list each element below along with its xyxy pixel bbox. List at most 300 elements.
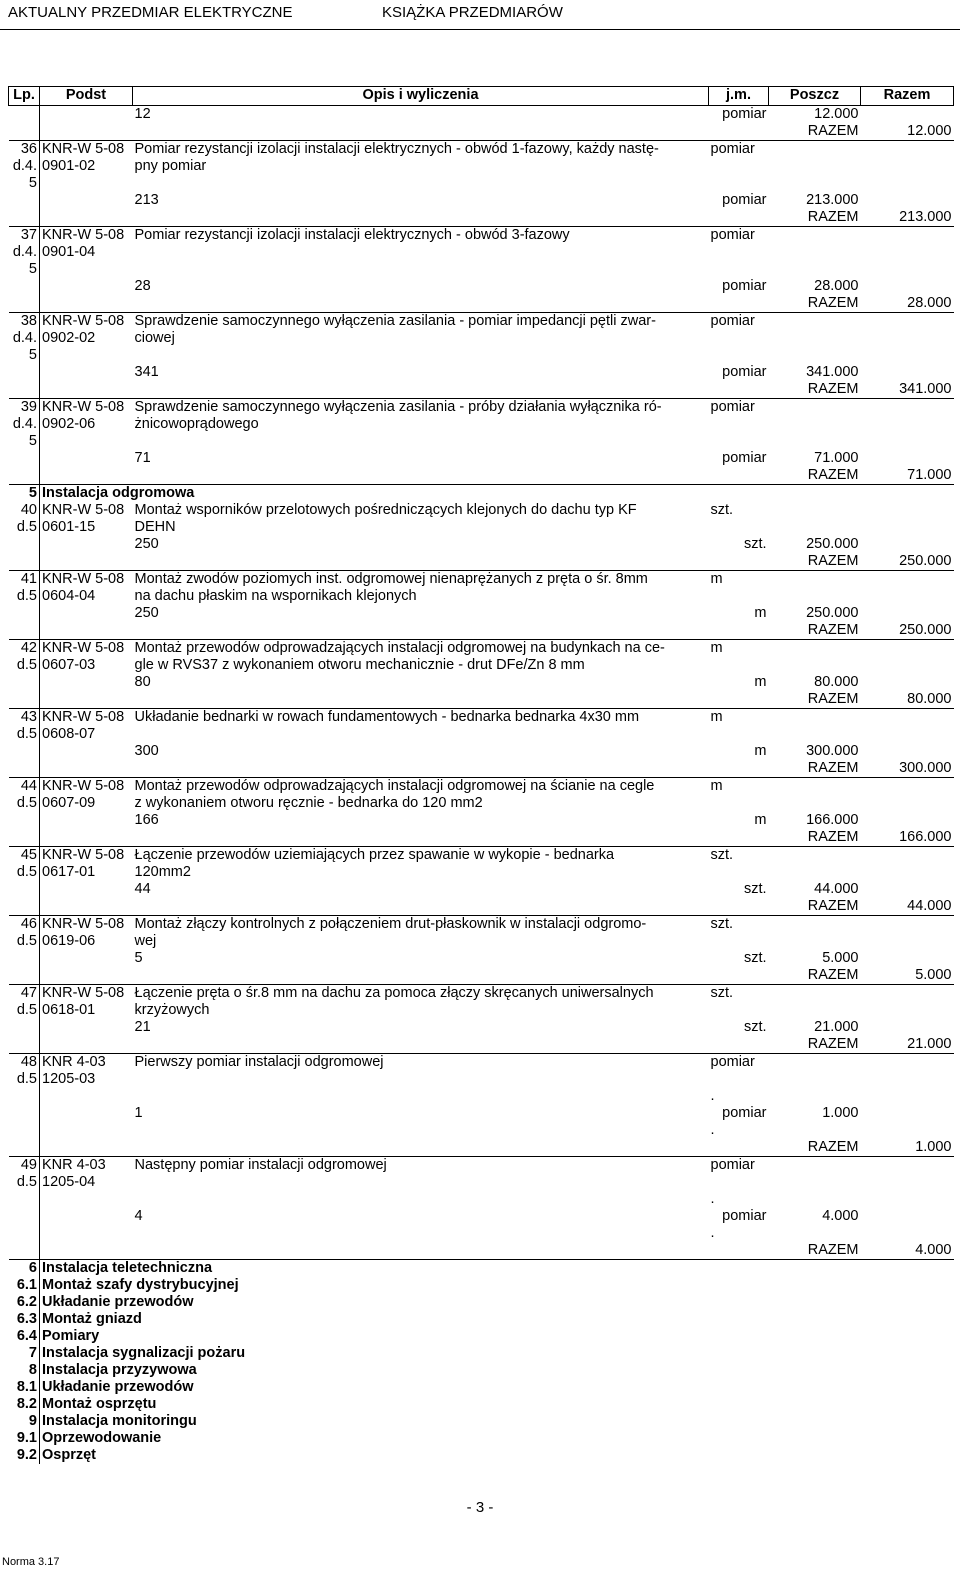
table-row-formula bbox=[9, 674, 954, 691]
formula-unit: m bbox=[754, 674, 767, 690]
table-row-razem bbox=[9, 295, 954, 313]
empty-cell bbox=[40, 743, 133, 760]
empty-cell bbox=[861, 536, 954, 553]
item-description-cont bbox=[133, 244, 709, 261]
empty-cell bbox=[709, 1139, 769, 1157]
empty-cell bbox=[40, 295, 133, 313]
item-lp: 46 bbox=[9, 916, 40, 934]
empty-cell bbox=[769, 1191, 861, 1208]
empty-cell bbox=[9, 881, 40, 898]
empty-cell bbox=[861, 726, 954, 743]
empty-cell bbox=[133, 1139, 709, 1157]
empty-cell bbox=[709, 381, 769, 399]
empty-cell bbox=[40, 467, 133, 485]
empty-cell bbox=[9, 364, 40, 381]
table-row-item-cont bbox=[9, 657, 954, 674]
table-row-item bbox=[9, 571, 954, 589]
formula-text: 1 bbox=[134, 1105, 143, 1121]
section-number: 9.1 bbox=[9, 1430, 40, 1447]
empty-cell bbox=[133, 1191, 709, 1208]
table-row-item-cont bbox=[9, 433, 954, 450]
item-lp: 48 bbox=[9, 1054, 40, 1072]
empty-cell bbox=[769, 1157, 861, 1175]
item-podst-position: 0902-06 bbox=[42, 416, 96, 432]
empty-cell bbox=[769, 1071, 861, 1088]
item-lp: 49 bbox=[9, 1157, 40, 1175]
table-row-formula bbox=[9, 743, 954, 760]
item-lp-sub2: 5 bbox=[9, 175, 40, 192]
formula-unit: pomiar bbox=[722, 192, 767, 208]
empty-cell bbox=[861, 571, 954, 589]
empty-cell bbox=[9, 1225, 40, 1242]
item-description-cont: wej bbox=[134, 933, 157, 949]
formula-text: 44 bbox=[134, 881, 151, 897]
empty-cell bbox=[769, 571, 861, 589]
empty-cell bbox=[40, 967, 133, 985]
poszcz-value: 5.000 bbox=[822, 950, 859, 966]
item-lp-sub: d.5 bbox=[9, 933, 40, 950]
empty-cell bbox=[133, 553, 709, 571]
empty-cell bbox=[133, 967, 709, 985]
empty-cell bbox=[709, 760, 769, 778]
empty-cell bbox=[133, 1088, 709, 1105]
formula-text: 300 bbox=[134, 743, 159, 759]
item-description: Łączenie pręta o śr.8 mm na dachu za pomoca złączy skręcanych uniwersalnych bbox=[134, 985, 654, 1001]
empty-cell bbox=[861, 916, 954, 934]
table-row-item bbox=[9, 1054, 954, 1072]
table-row-item bbox=[9, 399, 954, 417]
empty-cell bbox=[769, 1122, 861, 1139]
empty-cell bbox=[9, 278, 40, 295]
table-row-item-cont bbox=[9, 1088, 954, 1105]
section-title: Instalacja teletechniczna bbox=[42, 1260, 213, 1276]
empty-cell bbox=[709, 691, 769, 709]
empty-cell bbox=[709, 657, 769, 674]
table-row-item bbox=[9, 778, 954, 796]
empty-cell bbox=[861, 347, 954, 364]
item-lp: 38 bbox=[9, 313, 40, 331]
empty-cell bbox=[40, 553, 133, 571]
item-lp-sub: d.5 bbox=[9, 795, 40, 812]
unit-dot: . bbox=[710, 1088, 715, 1104]
empty-cell bbox=[40, 605, 133, 622]
formula-unit: pomiar bbox=[722, 1208, 767, 1224]
section-header-row bbox=[9, 1379, 954, 1396]
empty-cell bbox=[861, 1208, 954, 1225]
section-title: Instalacja przyzywowa bbox=[42, 1362, 197, 1378]
empty-cell bbox=[861, 399, 954, 417]
razem-label: RAZEM bbox=[769, 553, 861, 571]
razem-value: 1.000 bbox=[861, 1139, 954, 1157]
item-description-cont: 120mm2 bbox=[134, 864, 191, 880]
empty-cell bbox=[9, 1139, 40, 1157]
unit-dot: . bbox=[710, 1122, 715, 1138]
table-row-razem bbox=[9, 691, 954, 709]
empty-cell bbox=[40, 1019, 133, 1036]
razem-value: 250.000 bbox=[861, 553, 954, 571]
empty-cell bbox=[709, 553, 769, 571]
empty-cell bbox=[133, 261, 709, 278]
unit-dot: . bbox=[710, 1191, 715, 1207]
table-row-item bbox=[9, 916, 954, 934]
item-podst-position: 0902-02 bbox=[42, 330, 96, 346]
section-title: Instalacja odgromowa bbox=[42, 485, 195, 501]
item-unit: pomiar bbox=[710, 313, 755, 329]
table-row-item-cont bbox=[9, 588, 954, 605]
empty-cell bbox=[769, 1054, 861, 1072]
table-row-item-cont bbox=[9, 1174, 954, 1191]
empty-cell bbox=[133, 381, 709, 399]
formula-text: 341 bbox=[134, 364, 159, 380]
header-divider bbox=[0, 29, 960, 30]
razem-label: RAZEM bbox=[769, 760, 861, 778]
section-number: 7 bbox=[9, 1345, 40, 1362]
empty-cell bbox=[709, 864, 769, 881]
empty-cell bbox=[861, 313, 954, 331]
table-row-razem bbox=[9, 1036, 954, 1054]
item-description-cont: krzyżowych bbox=[134, 1002, 210, 1018]
table-row-formula bbox=[9, 1019, 954, 1036]
item-unit: m bbox=[710, 778, 723, 794]
empty-cell bbox=[9, 605, 40, 622]
empty-cell bbox=[769, 141, 861, 159]
item-podst-catalog: KNR-W 5-08 bbox=[42, 399, 125, 415]
table-row-item-cont bbox=[9, 1191, 954, 1208]
empty-cell bbox=[709, 622, 769, 640]
empty-cell bbox=[709, 1242, 769, 1260]
empty-cell bbox=[40, 812, 133, 829]
empty-cell bbox=[9, 812, 40, 829]
table-row-item-cont bbox=[9, 175, 954, 192]
empty-cell bbox=[769, 313, 861, 331]
table-row-razem bbox=[9, 898, 954, 916]
empty-cell bbox=[9, 192, 40, 209]
empty-cell bbox=[9, 553, 40, 571]
empty-cell bbox=[40, 691, 133, 709]
table-body bbox=[9, 106, 954, 1465]
formula-unit: pomiar bbox=[722, 106, 767, 122]
item-podst-catalog: KNR-W 5-08 bbox=[42, 227, 125, 243]
item-description: Montaż wsporników przelotowych pośredniczących klejonych do dachu typ KF bbox=[134, 502, 637, 518]
empty-cell bbox=[861, 433, 954, 450]
razem-value: 300.000 bbox=[861, 760, 954, 778]
empty-cell bbox=[861, 778, 954, 796]
empty-cell bbox=[709, 1002, 769, 1019]
empty-cell bbox=[861, 1071, 954, 1088]
empty-cell bbox=[769, 261, 861, 278]
item-lp-sub: d.5 bbox=[9, 588, 40, 605]
razem-value: 71.000 bbox=[861, 467, 954, 485]
empty-cell bbox=[861, 950, 954, 967]
poszcz-value: 166.000 bbox=[806, 812, 859, 828]
item-podst-catalog: KNR-W 5-08 bbox=[42, 709, 125, 725]
empty-cell bbox=[769, 864, 861, 881]
empty-cell bbox=[40, 347, 133, 364]
empty-cell bbox=[861, 657, 954, 674]
table-row-item bbox=[9, 1157, 954, 1175]
table-row-item-cont bbox=[9, 244, 954, 261]
table-header-row bbox=[9, 87, 954, 106]
item-description-cont bbox=[133, 1174, 709, 1191]
empty-cell bbox=[40, 829, 133, 847]
empty-cell bbox=[861, 605, 954, 622]
table-row-formula bbox=[9, 1105, 954, 1122]
empty-cell bbox=[133, 295, 709, 313]
empty-cell bbox=[769, 433, 861, 450]
empty-cell bbox=[709, 347, 769, 364]
formula-unit: pomiar bbox=[722, 278, 767, 294]
empty-cell bbox=[769, 399, 861, 417]
item-unit: pomiar bbox=[710, 227, 755, 243]
unit-dot: . bbox=[710, 1225, 715, 1241]
item-description-cont: żnicowoprądowego bbox=[134, 416, 259, 432]
table-row-razem bbox=[9, 829, 954, 847]
empty-cell bbox=[9, 967, 40, 985]
empty-cell bbox=[709, 261, 769, 278]
empty-cell bbox=[769, 347, 861, 364]
empty-cell bbox=[769, 916, 861, 934]
razem-value: 4.000 bbox=[861, 1242, 954, 1260]
table-row-item bbox=[9, 709, 954, 727]
section-header-row bbox=[9, 1447, 954, 1464]
table-row-formula-cont bbox=[9, 1122, 954, 1139]
empty-cell bbox=[861, 812, 954, 829]
section-title: Instalacja sygnalizacji pożaru bbox=[42, 1345, 246, 1361]
empty-cell bbox=[861, 674, 954, 691]
item-podst-catalog: KNR-W 5-08 bbox=[42, 502, 125, 518]
table-row-razem bbox=[9, 553, 954, 571]
section-title: Montaż gniazd bbox=[42, 1311, 142, 1327]
section-number: 6 bbox=[9, 1260, 40, 1278]
table-row-formula bbox=[9, 278, 954, 295]
section-number: 9.2 bbox=[9, 1447, 40, 1464]
formula-text: 28 bbox=[134, 278, 151, 294]
empty-cell bbox=[861, 1002, 954, 1019]
section-header-row bbox=[9, 1328, 954, 1345]
empty-cell bbox=[861, 502, 954, 519]
empty-cell bbox=[40, 760, 133, 778]
table-row-razem bbox=[9, 1242, 954, 1260]
formula-unit: pomiar bbox=[722, 364, 767, 380]
poszcz-value: 12.000 bbox=[814, 106, 859, 122]
empty-cell bbox=[40, 450, 133, 467]
table-row-formula bbox=[9, 881, 954, 898]
empty-cell bbox=[861, 864, 954, 881]
item-podst-position: 0901-02 bbox=[42, 158, 96, 174]
page-number: - 3 - bbox=[466, 1499, 494, 1516]
item-podst-position: 0617-01 bbox=[42, 864, 96, 880]
razem-value: 12.000 bbox=[861, 123, 954, 141]
empty-cell bbox=[861, 795, 954, 812]
empty-cell bbox=[709, 175, 769, 192]
section-number: 6.3 bbox=[9, 1311, 40, 1328]
empty-cell bbox=[9, 1088, 40, 1105]
item-lp: 40 bbox=[9, 502, 40, 519]
empty-cell bbox=[40, 1122, 133, 1139]
empty-cell bbox=[709, 158, 769, 175]
empty-cell bbox=[769, 640, 861, 658]
empty-cell bbox=[709, 829, 769, 847]
empty-cell bbox=[40, 898, 133, 916]
item-description-cont bbox=[133, 726, 709, 743]
empty-cell bbox=[769, 416, 861, 433]
section-title: Montaż osprzętu bbox=[42, 1396, 157, 1412]
table-row-item-cont bbox=[9, 1071, 954, 1088]
item-unit: m bbox=[710, 571, 723, 587]
formula-text: 80 bbox=[134, 674, 151, 690]
item-lp: 41 bbox=[9, 571, 40, 589]
empty-cell bbox=[709, 898, 769, 916]
item-unit: m bbox=[710, 709, 723, 725]
table-row-item bbox=[9, 985, 954, 1003]
formula-text: 213 bbox=[134, 192, 159, 208]
section-number: 5 bbox=[9, 485, 40, 503]
item-description-cont bbox=[133, 1071, 709, 1088]
table-row-razem bbox=[9, 622, 954, 640]
empty-cell bbox=[861, 1122, 954, 1139]
formula-text: 166 bbox=[134, 812, 159, 828]
razem-label: RAZEM bbox=[769, 829, 861, 847]
poszcz-value: 28.000 bbox=[814, 278, 859, 294]
item-description-cont: ciowej bbox=[134, 330, 175, 346]
item-description: Pomiar rezystancji izolacji instalacji elektrycznych - obwód 1-fazowy, każdy nastę- bbox=[134, 141, 659, 157]
empty-cell bbox=[769, 244, 861, 261]
item-lp-sub2: 5 bbox=[9, 261, 40, 278]
empty-cell bbox=[9, 381, 40, 399]
formula-text: 21 bbox=[134, 1019, 151, 1035]
item-description-cont: na dachu płaskim na wspornikach klejonych bbox=[134, 588, 417, 604]
empty-cell bbox=[709, 1036, 769, 1054]
item-lp-sub: d.5 bbox=[9, 1174, 40, 1191]
empty-cell bbox=[709, 433, 769, 450]
empty-cell bbox=[9, 1122, 40, 1139]
table-row-razem bbox=[9, 467, 954, 485]
empty-cell bbox=[9, 467, 40, 485]
empty-cell bbox=[861, 588, 954, 605]
empty-cell bbox=[861, 278, 954, 295]
item-unit: szt. bbox=[710, 502, 734, 518]
item-podst-catalog: KNR-W 5-08 bbox=[42, 313, 125, 329]
formula-unit: pomiar bbox=[722, 1105, 767, 1121]
table-row-formula-cont bbox=[9, 1225, 954, 1242]
empty-cell bbox=[9, 760, 40, 778]
empty-cell bbox=[709, 467, 769, 485]
razem-label: RAZEM bbox=[769, 622, 861, 640]
item-description: Montaż zwodów poziomych inst. odgromowej nienaprężanych z pręta o śr. 8mm bbox=[134, 571, 648, 587]
table-row-item bbox=[9, 141, 954, 159]
section-title: Instalacja monitoringu bbox=[42, 1413, 197, 1429]
item-unit: szt. bbox=[710, 916, 734, 932]
item-unit: pomiar bbox=[710, 141, 755, 157]
section-number: 6.2 bbox=[9, 1294, 40, 1311]
formula-text: 250 bbox=[134, 605, 159, 621]
empty-cell bbox=[133, 175, 709, 192]
table-row-item-cont bbox=[9, 1002, 954, 1019]
razem-label: RAZEM bbox=[769, 898, 861, 916]
table-row-item-cont bbox=[9, 347, 954, 364]
empty-cell bbox=[9, 1191, 40, 1208]
empty-cell bbox=[861, 709, 954, 727]
empty-cell bbox=[861, 985, 954, 1003]
empty-cell bbox=[133, 760, 709, 778]
razem-value: 80.000 bbox=[861, 691, 954, 709]
empty-cell bbox=[769, 227, 861, 245]
empty-cell bbox=[709, 244, 769, 261]
item-unit: m bbox=[710, 640, 723, 656]
empty-cell bbox=[861, 244, 954, 261]
table-row-item-cont bbox=[9, 864, 954, 881]
razem-value: 250.000 bbox=[861, 622, 954, 640]
empty-cell bbox=[133, 209, 709, 227]
razem-label: RAZEM bbox=[769, 123, 861, 141]
section-header-row bbox=[9, 1260, 954, 1278]
empty-cell bbox=[769, 588, 861, 605]
item-lp: 42 bbox=[9, 640, 40, 658]
formula-text: 250 bbox=[134, 536, 159, 552]
table-row-item bbox=[9, 847, 954, 865]
section-header-row bbox=[9, 1362, 954, 1379]
item-lp-sub: d.5 bbox=[9, 657, 40, 674]
empty-cell bbox=[9, 536, 40, 553]
empty-cell bbox=[769, 657, 861, 674]
item-description: Sprawdzenie samoczynnego wyłączenia zasilania - próby działania wyłącznika ró- bbox=[134, 399, 662, 415]
table-row-item-cont bbox=[9, 261, 954, 278]
item-podst-catalog: KNR-W 5-08 bbox=[42, 916, 125, 932]
przedmiar-table bbox=[8, 86, 954, 1464]
razem-label: RAZEM bbox=[769, 381, 861, 399]
poszcz-value: 250.000 bbox=[806, 605, 859, 621]
empty-cell bbox=[40, 1242, 133, 1260]
razem-value: 5.000 bbox=[861, 967, 954, 985]
item-lp-sub: d.5 bbox=[9, 726, 40, 743]
empty-cell bbox=[133, 1036, 709, 1054]
empty-cell bbox=[861, 847, 954, 865]
table-row-item-cont bbox=[9, 330, 954, 347]
poszcz-value: 341.000 bbox=[806, 364, 859, 380]
empty-cell bbox=[769, 519, 861, 536]
item-lp-sub: d.4. bbox=[9, 244, 40, 261]
empty-cell bbox=[861, 158, 954, 175]
section-header-row bbox=[9, 1311, 954, 1328]
item-description: Montaż przewodów odprowadzających instalacji odgromowej na budynkach na ce- bbox=[134, 640, 665, 656]
empty-cell bbox=[709, 726, 769, 743]
empty-cell bbox=[769, 709, 861, 727]
razem-label: RAZEM bbox=[769, 1242, 861, 1260]
empty-cell bbox=[861, 1019, 954, 1036]
empty-cell bbox=[9, 691, 40, 709]
col-header-razem: Razem bbox=[861, 87, 954, 106]
empty-cell bbox=[861, 1225, 954, 1242]
item-unit: szt. bbox=[710, 985, 734, 1001]
table-row-item-cont bbox=[9, 416, 954, 433]
empty-cell bbox=[40, 278, 133, 295]
empty-cell bbox=[861, 1105, 954, 1122]
razem-label: RAZEM bbox=[769, 1139, 861, 1157]
empty-cell bbox=[40, 1088, 133, 1105]
empty-cell bbox=[133, 1225, 709, 1242]
table-row-formula bbox=[9, 536, 954, 553]
empty-cell bbox=[861, 743, 954, 760]
empty-cell bbox=[40, 1036, 133, 1054]
item-description-cont: gle w RVS37 z wykonaniem otworu mechanicznie - drut DFe/Zn 8 mm bbox=[134, 657, 585, 673]
item-description: Montaż przewodów odprowadzających instalacji odgromowej na ścianie na cegle bbox=[134, 778, 655, 794]
section-number: 9 bbox=[9, 1413, 40, 1430]
empty-cell bbox=[40, 674, 133, 691]
item-lp-sub: d.4. bbox=[9, 416, 40, 433]
section-title: Układanie przewodów bbox=[42, 1379, 194, 1395]
item-podst-catalog: KNR-W 5-08 bbox=[42, 778, 125, 794]
table-row-formula bbox=[9, 1208, 954, 1225]
